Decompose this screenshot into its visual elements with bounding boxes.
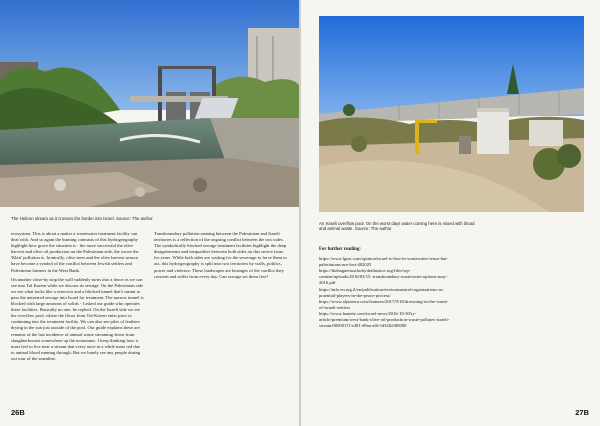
paragraph: Transboundary pollution running between the Palestinian and Israeli territories is a reflection of the ongoing conflict between the two sides. The symbolically blocked sewage treatment facilities highlight the deep disagreements and inequalities between both sides on this severe issue for years. While both sides are waiting for the sewerage to force them to act, this hydrogeography is split into two territories by walls, politics, power and violence. These landscapes are hostages of the conflict they concern and suffer from every day. Can sewage set them free? xyxy=(154,231,287,279)
reading-link[interactable]: https://www.haaretz.com/israel-news/2016-10-30/ty-article/premium/west-bank-olive-oil-production-waste-pollutes-israeli-stream/0000017f-e401-d9aa-afff-fd3f2b580000 xyxy=(319,310,450,329)
reading-link[interactable]: https://thehaguetrustforhydrallustice.org/files/wp-content/uploads/2016/03/15.-transboundary-wastewater-options-may-2016.pdf xyxy=(319,268,448,286)
further-reading xyxy=(319,247,452,329)
reading-link[interactable]: https://www.aljazeera.com/features/2017/9/18/drowning-in-the-waste-of-israeli-settlers xyxy=(319,298,449,310)
page-number-left: 26B xyxy=(11,408,25,417)
overflow-pool-photo xyxy=(319,16,584,212)
left-page xyxy=(0,0,299,426)
right-page xyxy=(301,0,600,426)
page-number-right: 27B xyxy=(575,408,589,417)
paragraph: ecosystem. This is about a matter a wastewater treatment facility can deal with. And so again the burning contrasts of this hydrogeography highlight how grave the situation is - the more successful the olive harvest and olive oil production on the Palestinian side, the worse the 'Klair' pollution is. Ironically, olive trees and the olive harvest season have become a symbol of the conflict between Jewish settlers and Palestinian farmers in the West Bank. xyxy=(11,231,139,273)
dirt-road-overflow-pool-photo-icon xyxy=(319,16,584,212)
paragraph: On another close-by stop the wall suddenly turns into a fence as we can see into Tul Karem while we discuss its sewage. On the Palestinian side we see what looks like a reservoir and a blocked tunnel that's meant to pass the untreated sewage into Israel for treatment. The narrow tunnel is blocked with large amounts of solids - I asked our guide who operates these facilities. Basically no one, he replied. On the Israeli side we see the overflow pool, where the flows from Tul-Karem enter prior to continuing into the treatment facility. We can also see piles of feathers drying in the sun just outside of the pool. Our guide explains these are remains of the last incidence of animal waste streaming down from slaughterhouses somewhere up the mountains. I keep thinking how it must feel to live near a stream that every once in a while turns red due to animal blood running through. But we barely see any people during our tour of the seamline. xyxy=(11,276,144,361)
further-reading-heading: For further reading: xyxy=(319,247,361,252)
left-photo-caption: The Hebron stream as it crosses the border into Israel. Source: The author xyxy=(11,216,153,221)
river-sluice-photo xyxy=(0,0,299,207)
left-column-1 xyxy=(11,231,144,365)
reading-link[interactable]: https://www.lgost.com/opinion/israel-is-first-in-wastewater-reuse-but-palestinians-are-lost-482025 xyxy=(319,256,448,268)
river-with-sluice-gates-photo-icon xyxy=(0,0,299,207)
reading-link[interactable]: https://mfo.en.org.il/en/publication/environmental-organizations-as-potential-players-in-the-peace-process/ xyxy=(319,286,444,298)
left-column-2 xyxy=(154,231,288,283)
right-photo-caption: An Israeli overflow pool. On the worst days water coming here is mixed with blood and animal waste. Source: The author xyxy=(319,221,475,232)
